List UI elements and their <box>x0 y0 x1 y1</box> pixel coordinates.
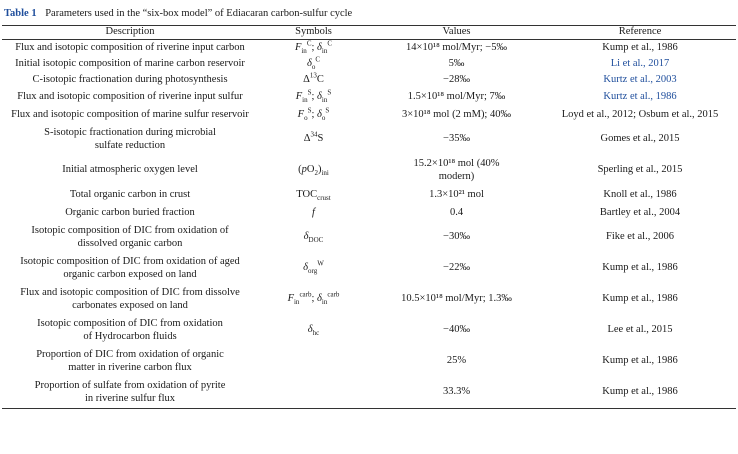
description-cell: Total organic carbon in crust <box>69 188 191 200</box>
value-cell: −22‰ <box>443 262 470 274</box>
description-cell: Organic carbon buried fraction <box>65 206 195 218</box>
table-row <box>2 315 736 346</box>
value-cell: −35‰ <box>443 133 470 145</box>
table-row <box>2 204 736 222</box>
description-cell: Flux and isotopic composition of riverine input carbon <box>15 41 245 53</box>
symbol-cell: $F_{in}^S$; $\delta_{in}^S$ <box>295 88 332 104</box>
description-cell: Flux and isotopic composition of marine sulfur reservoir <box>11 108 249 120</box>
reference-cell: Sperling et al., 2015 <box>597 164 683 176</box>
value-cell: −30‰ <box>443 231 470 243</box>
header-row <box>2 26 736 40</box>
value-cell: 15.2×10¹⁸ mol (40% modern) <box>413 158 500 182</box>
table-row <box>2 346 736 377</box>
table-row <box>2 377 736 409</box>
reference-cell: Kump et al., 1986 <box>602 355 678 367</box>
symbol-cell: $\Delta^{13}C$ <box>303 71 324 85</box>
description-cell: Proportion of sulfate from oxidation of pyrite in riverine sulfur flux <box>2 377 258 409</box>
reference-cell: Bartley et al., 2004 <box>599 206 681 218</box>
header-symbols: Symbols <box>258 26 369 40</box>
value-cell: 3×10¹⁸ mol (2 mM); 40‰ <box>402 108 511 120</box>
table-row <box>2 88 736 106</box>
symbol-cell: $\Delta^{34}S$ <box>303 130 324 145</box>
value-cell: 10.5×10¹⁸ mol/Myr; 1.3‰ <box>401 293 512 305</box>
symbol-cell: $\delta_{org}^W$ <box>303 259 324 276</box>
reference-cell: Lee et al., 2015 <box>607 324 673 336</box>
table-row <box>2 155 736 186</box>
symbol-cell: $(pO_2)_{ini}$ <box>298 164 329 178</box>
symbol-cell: $\delta_{hc}$ <box>307 324 320 338</box>
table-row <box>2 253 736 284</box>
table-caption <box>4 8 352 19</box>
parameters-table <box>2 25 736 409</box>
symbol-cell: $F_{in}^C$; $\delta_{in}^C$ <box>294 39 333 55</box>
reference-cell: Kump et al., 1986 <box>602 262 678 274</box>
symbol-cell: $F_{in}^{carb}$; $\delta_{in}^{carb}$ <box>287 290 340 307</box>
description-cell: Proportion of DIC from oxidation of organic matter in riverine carbon flux <box>36 349 224 373</box>
symbol-cell <box>258 377 369 409</box>
reference-cell: Kump et al., 1986 <box>602 41 678 53</box>
reference-cell <box>544 72 736 88</box>
description-cell: S-isotopic fractionation during microbial sulfate reduction <box>44 127 216 151</box>
description-cell: Flux and isotopic composition of riverine input sulfur <box>17 90 243 102</box>
description-cell: Isotopic composition of DIC from oxidation of aged organic carbon exposed on land <box>20 256 240 280</box>
header-reference: Reference <box>544 26 736 40</box>
symbol-cell: $TOC_{crust}$ <box>296 188 331 202</box>
value-cell: 33.3% <box>369 377 544 409</box>
table-row <box>2 56 736 72</box>
value-cell: 25% <box>446 355 467 367</box>
table-row <box>2 124 736 155</box>
reference-cell: Fike et al., 2006 <box>606 231 674 243</box>
reference-cell: Gomes et al., 2015 <box>600 133 680 145</box>
reference-link[interactable]: Li et al., 2017 <box>610 57 670 69</box>
table-label: Table 1 <box>4 8 37 19</box>
table-title: Parameters used in the “six-box model” of Ediacaran carbon-sulfur cycle <box>45 8 353 19</box>
description-cell: Isotopic composition of DIC from oxidation of Hydrocarbon fluids <box>37 318 223 342</box>
reference-cell <box>544 88 736 106</box>
symbol-cell: f <box>312 206 315 218</box>
symbol-cell <box>258 346 369 377</box>
value-cell: 1.3×10²¹ mol <box>429 188 484 200</box>
header-values: Values <box>369 26 544 40</box>
table-row <box>2 40 736 57</box>
reference-cell: Kump et al., 1986 <box>602 293 678 305</box>
table-row <box>2 106 736 124</box>
table-row <box>2 222 736 253</box>
value-cell: −28‰ <box>443 73 470 85</box>
symbol-cell: $\delta_{DOC}$ <box>303 231 324 245</box>
value-cell: 14×10¹⁸ mol/Myr; −5‰ <box>406 41 507 53</box>
table-row <box>2 186 736 204</box>
reference-cell <box>544 56 736 72</box>
description-cell: Isotopic composition of DIC from oxidation of dissolved organic carbon <box>31 225 229 249</box>
value-cell: 5‰ <box>448 57 465 69</box>
header-description: Description <box>2 26 258 40</box>
table-row <box>2 72 736 88</box>
table-row <box>2 284 736 315</box>
description-cell: Initial atmospheric oxygen level <box>62 164 198 176</box>
description-cell: Flux and isotopic composition of DIC from dissolve carbonates exposed on land <box>20 287 240 311</box>
reference-cell: Kump et al., 1986 <box>544 377 736 409</box>
value-cell: 0.4 <box>449 206 464 218</box>
reference-cell: Knoll et al., 1986 <box>603 188 677 200</box>
symbol-cell: $F_o^S$; $\delta_o^S$ <box>297 106 330 122</box>
value-cell: −40‰ <box>443 324 470 336</box>
symbol-cell: $\delta_o^C$ <box>306 55 321 71</box>
reference-link[interactable]: Kurtz et al., 1986 <box>603 90 677 102</box>
reference-link[interactable]: Kurtz et al., 2003 <box>603 73 677 85</box>
value-cell: 1.5×10¹⁸ mol/Myr; 7‰ <box>407 90 506 102</box>
description-cell: Initial isotopic composition of marine carbon reservoir <box>15 57 245 69</box>
description-cell: C-isotopic fractionation during photosynthesis <box>32 73 228 85</box>
reference-cell: Loyd et al., 2012; Osbum et al., 2015 <box>561 108 719 120</box>
